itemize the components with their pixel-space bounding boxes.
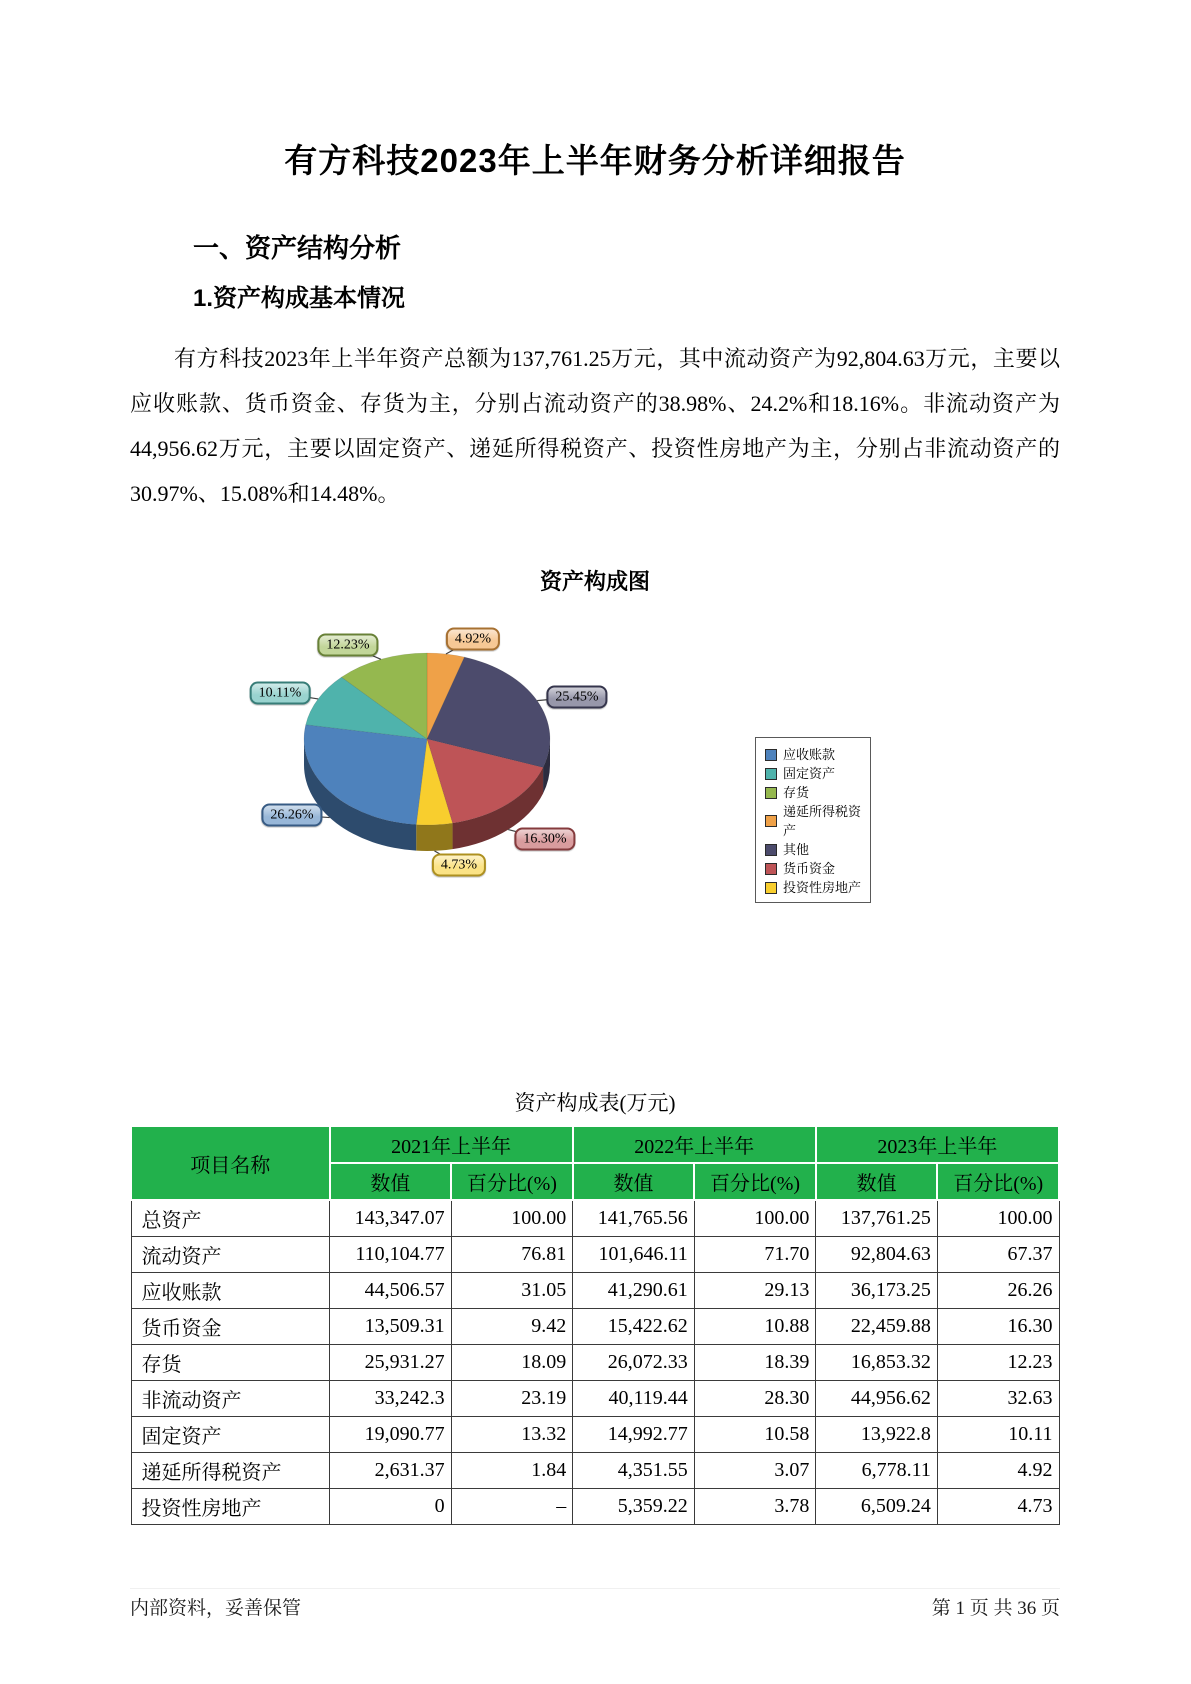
row-name: 总资产 xyxy=(131,1200,330,1237)
row-value: 10.58 xyxy=(694,1417,816,1453)
row-value: 4.92 xyxy=(937,1453,1059,1489)
row-value: 67.37 xyxy=(937,1237,1059,1273)
header-sub: 数值 xyxy=(573,1163,695,1200)
footer-left: 内部资料，妥善保管 xyxy=(130,1598,302,1619)
row-value: 92,804.63 xyxy=(816,1237,938,1273)
pie-label-其他: 25.45% xyxy=(546,686,607,709)
pie-label-固定资产: 10.11% xyxy=(250,682,311,705)
row-value: 41,290.61 xyxy=(573,1273,695,1309)
row-value: 26.26 xyxy=(937,1273,1059,1309)
section-heading: 一、资产结构分析 xyxy=(193,233,402,263)
legend-item xyxy=(765,878,861,897)
legend-label: 应收账款 xyxy=(783,747,836,762)
row-value: 143,347.07 xyxy=(330,1200,452,1237)
content-area xyxy=(130,0,1060,1525)
pie-chart xyxy=(130,559,1060,929)
row-value: 9.42 xyxy=(451,1309,573,1345)
row-value: 25,931.27 xyxy=(330,1345,452,1381)
page-title: 有方科技2023年上半年财务分析详细报告 xyxy=(284,142,906,179)
row-name: 固定资产 xyxy=(131,1417,330,1453)
row-value: – xyxy=(451,1489,573,1525)
pie-label-存货: 12.23% xyxy=(317,634,378,657)
row-value: 18.09 xyxy=(451,1345,573,1381)
pie-slice-wall-投资性房地产 xyxy=(416,823,452,851)
legend-item xyxy=(765,840,861,859)
row-value: 29.13 xyxy=(694,1273,816,1309)
row-name: 应收账款 xyxy=(131,1273,330,1309)
legend-label: 存货 xyxy=(783,785,810,800)
header-year-group: 2023年上半年 xyxy=(816,1126,1059,1163)
table-row xyxy=(131,1309,1059,1345)
row-value: 2,631.37 xyxy=(330,1453,452,1489)
asset-table-body xyxy=(131,1200,1059,1525)
asset-table-head xyxy=(131,1126,1059,1200)
legend-swatch xyxy=(765,844,777,856)
row-value: 13,509.31 xyxy=(330,1309,452,1345)
row-value: 16.30 xyxy=(937,1309,1059,1345)
row-name: 非流动资产 xyxy=(131,1381,330,1417)
row-value: 16,853.32 xyxy=(816,1345,938,1381)
row-value: 101,646.11 xyxy=(573,1237,695,1273)
figure xyxy=(130,559,1060,929)
row-value: 31.05 xyxy=(451,1273,573,1309)
body-paragraph: 有方科技2023年上半年资产总额为137,761.25万元，其中流动资产为92,804.63万元，主要以应收账款、货币资金、存货为主，分别占流动资产的38.98%、24.2%和18.16%。非流动资产为44,956.62万元，主要以固定资产、递延所得税资产、投资性房地产为主，分别占非流动资产的30.97%、15.08%和14.48%。 xyxy=(130,346,1060,506)
row-value: 12.23 xyxy=(937,1345,1059,1381)
header-sub: 百分比(%) xyxy=(694,1163,816,1200)
legend-item xyxy=(765,745,861,764)
legend-label: 固定资产 xyxy=(783,766,836,781)
footer-right: 第 1 页 共 36 页 xyxy=(931,1598,1060,1619)
row-value: 3.07 xyxy=(694,1453,816,1489)
row-value: 6,509.24 xyxy=(816,1489,938,1525)
row-value: 4.73 xyxy=(937,1489,1059,1525)
table-row xyxy=(131,1417,1059,1453)
header-year-group: 2021年上半年 xyxy=(330,1126,573,1163)
row-value: 1.84 xyxy=(451,1453,573,1489)
legend-item xyxy=(765,802,861,840)
table-row xyxy=(131,1381,1059,1417)
table-row xyxy=(131,1489,1059,1525)
row-value: 100.00 xyxy=(451,1200,573,1237)
legend-swatch xyxy=(765,863,777,875)
row-value: 44,506.57 xyxy=(330,1273,452,1309)
row-name: 流动资产 xyxy=(131,1237,330,1273)
row-value: 13.32 xyxy=(451,1417,573,1453)
page-footer xyxy=(130,1588,1060,1620)
row-value: 5,359.22 xyxy=(573,1489,695,1525)
legend-swatch xyxy=(765,749,777,761)
legend-item xyxy=(765,859,861,878)
header-year-group: 2022年上半年 xyxy=(573,1126,816,1163)
table-row xyxy=(131,1345,1059,1381)
row-value: 137,761.25 xyxy=(816,1200,938,1237)
row-value: 15,422.62 xyxy=(573,1309,695,1345)
row-value: 6,778.11 xyxy=(816,1453,938,1489)
row-value: 100.00 xyxy=(937,1200,1059,1237)
header-sub: 数值 xyxy=(816,1163,938,1200)
table-row xyxy=(131,1273,1059,1309)
legend-label: 货币资金 xyxy=(783,861,836,876)
legend-label: 递延所得税资产 xyxy=(783,804,862,838)
row-value: 33,242.3 xyxy=(330,1381,452,1417)
legend-label: 其他 xyxy=(783,842,810,857)
table-caption: 资产构成表(万元) xyxy=(514,1091,676,1115)
row-value: 22,459.88 xyxy=(816,1309,938,1345)
table-row xyxy=(131,1237,1059,1273)
row-value: 14,992.77 xyxy=(573,1417,695,1453)
row-value: 18.39 xyxy=(694,1345,816,1381)
chart-legend xyxy=(755,737,871,903)
row-value: 141,765.56 xyxy=(573,1200,695,1237)
legend-swatch xyxy=(765,787,777,799)
legend-swatch xyxy=(765,815,777,827)
row-value: 10.11 xyxy=(937,1417,1059,1453)
legend-item xyxy=(765,764,861,783)
pie-label-应收账款: 26.26% xyxy=(261,804,322,827)
legend-item xyxy=(765,783,861,802)
table-row xyxy=(131,1453,1059,1489)
row-value: 23.19 xyxy=(451,1381,573,1417)
row-name: 存货 xyxy=(131,1345,330,1381)
header-sub: 数值 xyxy=(330,1163,452,1200)
pie-label-递延所得税资产: 4.92% xyxy=(446,628,500,651)
row-value: 71.70 xyxy=(694,1237,816,1273)
header-item-col: 项目名称 xyxy=(131,1126,330,1200)
row-name: 递延所得税资产 xyxy=(131,1453,330,1489)
row-value: 19,090.77 xyxy=(330,1417,452,1453)
table-row xyxy=(131,1200,1059,1237)
row-value: 10.88 xyxy=(694,1309,816,1345)
pie-label-投资性房地产: 4.73% xyxy=(432,854,486,877)
pie-label-货币资金: 16.30% xyxy=(514,828,575,851)
row-value: 40,119.44 xyxy=(573,1381,695,1417)
row-name: 货币资金 xyxy=(131,1309,330,1345)
row-value: 36,173.25 xyxy=(816,1273,938,1309)
row-value: 13,922.8 xyxy=(816,1417,938,1453)
subsection-heading: 1.资产构成基本情况 xyxy=(193,285,406,312)
row-value: 44,956.62 xyxy=(816,1381,938,1417)
legend-label: 投资性房地产 xyxy=(783,880,862,895)
header-sub: 百分比(%) xyxy=(451,1163,573,1200)
row-value: 3.78 xyxy=(694,1489,816,1525)
header-sub: 百分比(%) xyxy=(937,1163,1059,1200)
row-value: 28.30 xyxy=(694,1381,816,1417)
asset-table xyxy=(130,1125,1060,1525)
row-value: 26,072.33 xyxy=(573,1345,695,1381)
row-value: 0 xyxy=(330,1489,452,1525)
row-value: 32.63 xyxy=(937,1381,1059,1417)
row-name: 投资性房地产 xyxy=(131,1489,330,1525)
legend-swatch xyxy=(765,882,777,894)
row-value: 110,104.77 xyxy=(330,1237,452,1273)
chart-title: 资产构成图 xyxy=(539,569,650,594)
row-value: 76.81 xyxy=(451,1237,573,1273)
row-value: 100.00 xyxy=(694,1200,816,1237)
row-value: 4,351.55 xyxy=(573,1453,695,1489)
legend-swatch xyxy=(765,768,777,780)
